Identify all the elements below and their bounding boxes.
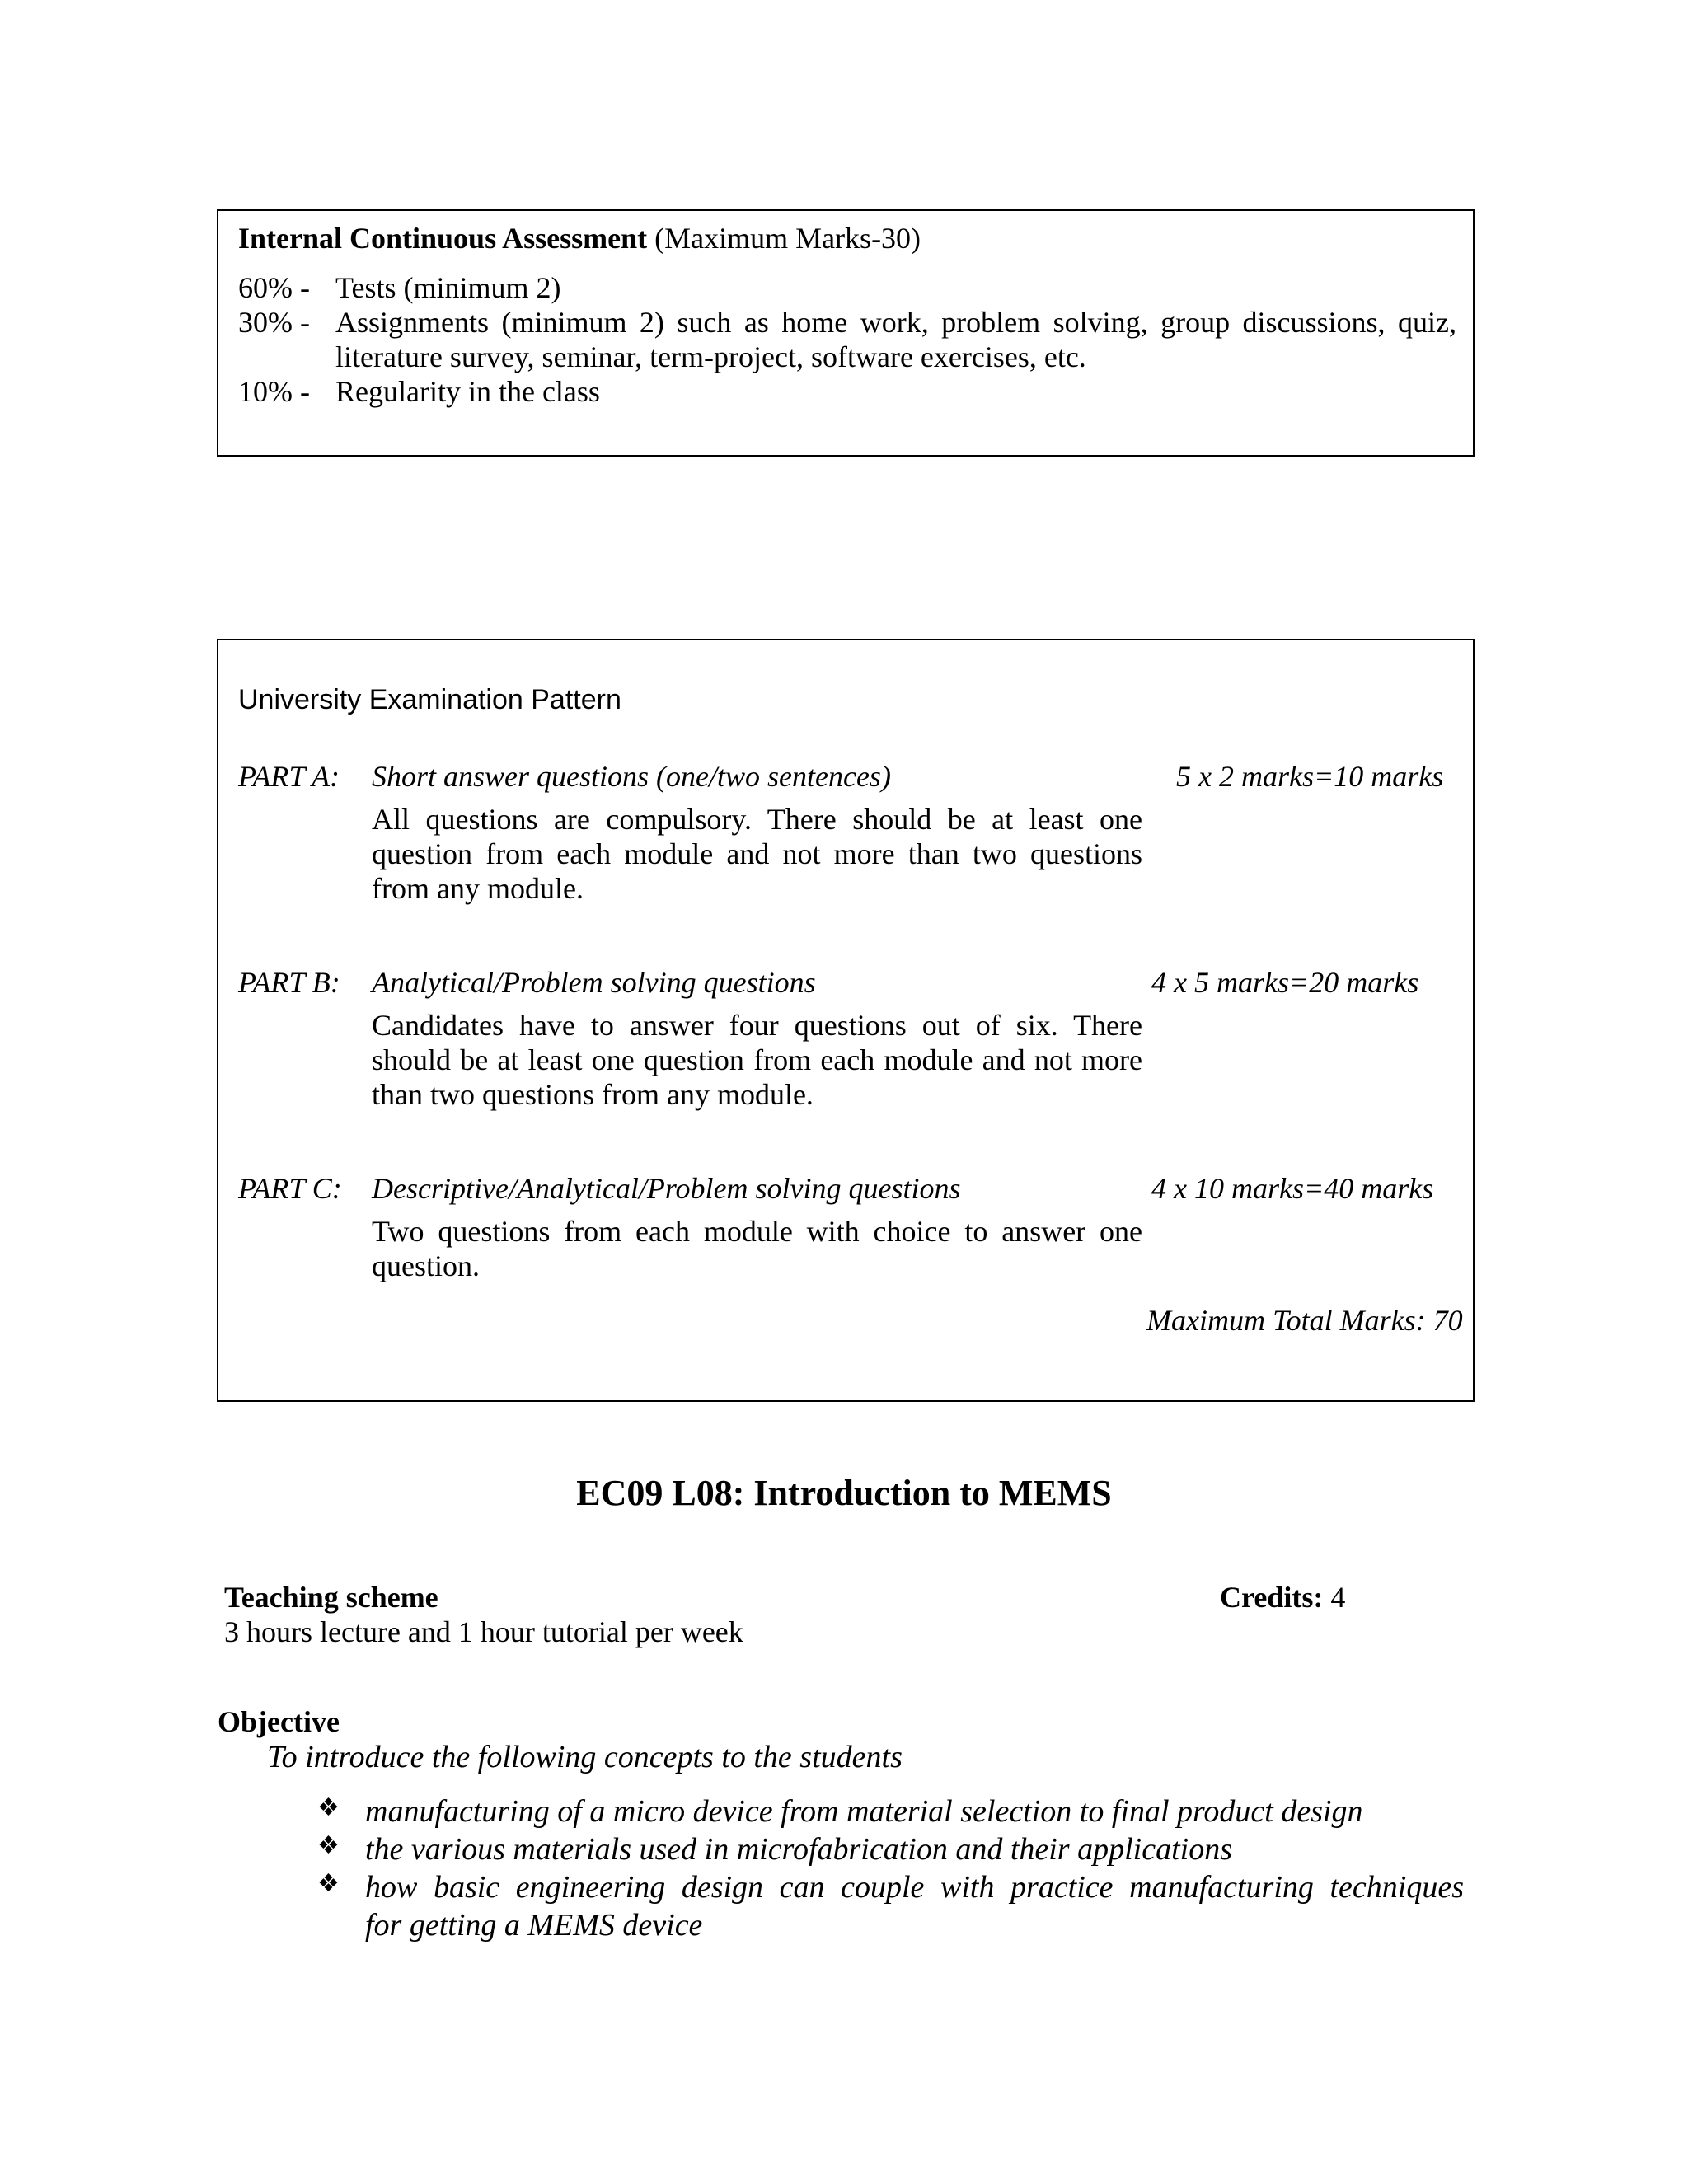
- ica-item-text-cont: literature survey, seminar, term-project, software exercises, etc.: [335, 340, 1086, 373]
- ica-item-text: Regularity in the class: [335, 375, 600, 408]
- part-c-marks: 4 x 10 marks=40 marks: [1151, 1172, 1434, 1205]
- objective-item-text-cont: for getting a MEMS device: [365, 1908, 703, 1943]
- teaching-scheme-label: Teaching scheme: [224, 1581, 438, 1614]
- part-b-title: Analytical/Problem solving questions: [372, 966, 816, 999]
- course-title: EC09 L08: Introduction to MEMS: [576, 1473, 1112, 1513]
- ica-heading: Internal Continuous Assessment: [238, 222, 648, 255]
- exam-pattern-box: [217, 639, 1475, 1402]
- part-b-body: Candidates have to answer four questions out of six. There should be at least one question from each module and not more than two questions from any module.: [372, 1009, 1142, 1111]
- ica-max-marks: (Maximum Marks-30): [654, 222, 921, 255]
- part-a-label: PART A:: [238, 760, 340, 793]
- objective-item: [0, 1831, 1688, 1869]
- ica-item-assignments: [218, 305, 1473, 374]
- objective-item-text: the various materials used in microfabrication and their applications: [365, 1832, 1232, 1867]
- part-a-title: Short answer questions (one/two sentences): [372, 760, 891, 793]
- ica-item-tests: [218, 270, 1473, 305]
- exam-pattern-heading: University Examination Pattern: [238, 684, 621, 715]
- diamond-bullet-icon: ❖: [317, 1794, 340, 1821]
- max-total-marks: Maximum Total Marks: 70: [1146, 1304, 1463, 1337]
- ica-item-text: Assignments (minimum 2) such as home work, problem solving, group discussions, quiz,: [335, 306, 1456, 339]
- ica-item-pct: 60% -: [238, 271, 310, 304]
- part-b-marks: 4 x 5 marks=20 marks: [1151, 966, 1419, 999]
- internal-assessment-box: [217, 209, 1475, 457]
- part-a-body: All questions are compulsory. There should be at least one question from each module and not more than two questions from any module.: [372, 803, 1142, 905]
- part-b-label: PART B:: [238, 966, 340, 999]
- part-c-body: Two questions from each module with choice to answer one question.: [372, 1215, 1142, 1282]
- teaching-scheme-text: 3 hours lecture and 1 hour tutorial per week: [224, 1615, 743, 1648]
- part-a-marks: 5 x 2 marks=10 marks: [1176, 760, 1444, 793]
- objective-item-text: manufacturing of a micro device from material selection to final product design: [365, 1794, 1363, 1829]
- ica-item-regularity: [218, 374, 1473, 409]
- objective-item: [0, 1793, 1688, 1831]
- objective-item-text: how basic engineering design can couple with practice manufacturing techniques: [365, 1870, 1464, 1905]
- part-c-title: Descriptive/Analytical/Problem solving questions: [372, 1172, 961, 1205]
- diamond-bullet-icon: ❖: [317, 1832, 340, 1859]
- ica-item-pct: 10% -: [238, 375, 310, 408]
- diamond-bullet-icon: ❖: [317, 1870, 340, 1897]
- objective-intro: To introduce the following concepts to the students: [267, 1740, 903, 1774]
- part-c-label: PART C:: [238, 1172, 342, 1205]
- credits-label: Credits:: [1220, 1581, 1324, 1614]
- ica-item-pct: 30% -: [238, 306, 310, 339]
- objective-item: [0, 1869, 1688, 1945]
- credits: [1220, 1580, 1345, 1615]
- ica-heading-line: [238, 221, 921, 255]
- ica-item-text: Tests (minimum 2): [335, 271, 561, 304]
- credits-value: 4: [1330, 1581, 1346, 1614]
- objective-heading: Objective: [218, 1705, 340, 1738]
